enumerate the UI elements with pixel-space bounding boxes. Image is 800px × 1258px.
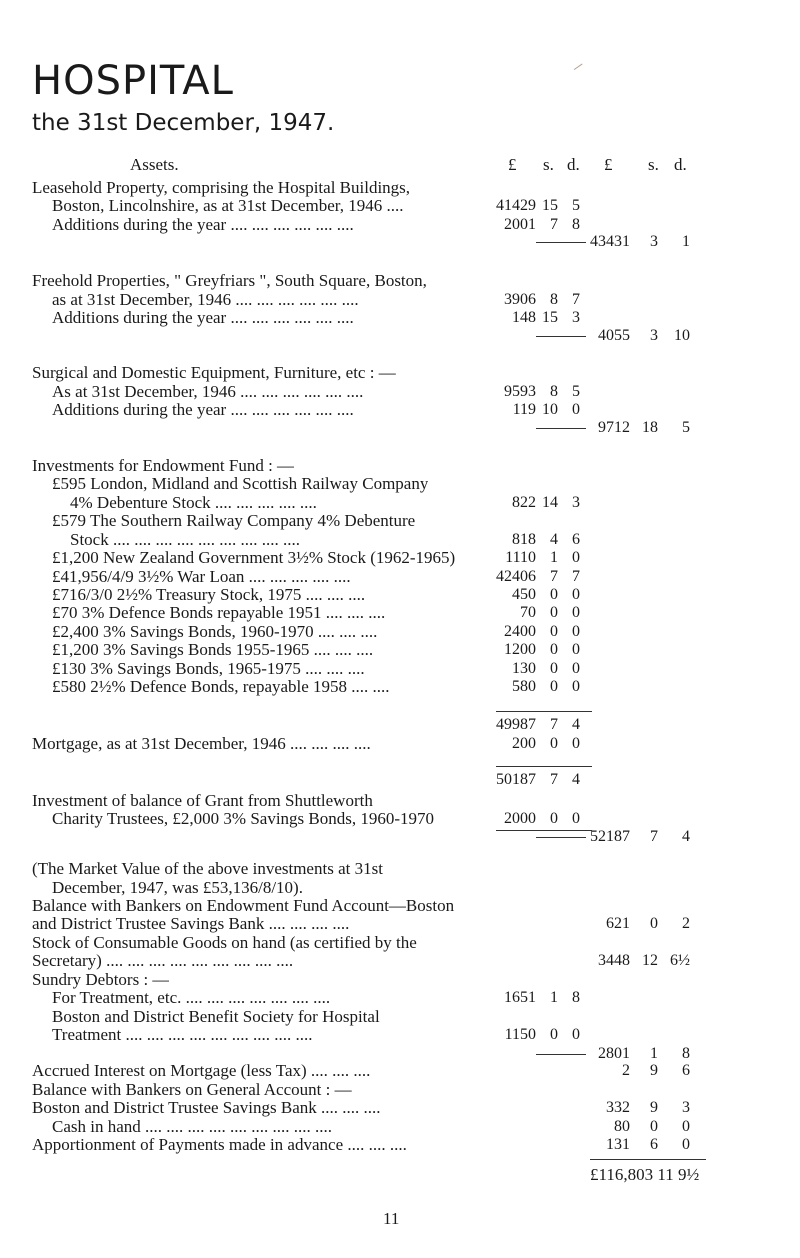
ledger-item-description: Balance with Bankers on Endowment Fund Account—Boston bbox=[32, 896, 455, 915]
ledger-item-description: Investments for Endowment Fund : — bbox=[32, 456, 295, 475]
total-shillings-amount: 3 bbox=[650, 233, 658, 250]
total-pounds-amount: 332 bbox=[606, 1099, 630, 1116]
pence-amount: 0 bbox=[572, 735, 580, 752]
ledger-item-description: As at 31st December, 1946 .... .... .... .... .... .... bbox=[52, 382, 364, 401]
total-pence-amount: 8 bbox=[682, 1045, 690, 1062]
pounds-amount: 1150 bbox=[504, 1026, 536, 1043]
pence-amount: 0 bbox=[572, 678, 580, 695]
pounds-column-header-2: £ bbox=[604, 155, 613, 174]
shillings-amount: 0 bbox=[550, 586, 558, 603]
total-pence-amount: 6½ bbox=[670, 952, 690, 969]
pounds-amount: 1110 bbox=[505, 549, 536, 566]
total-leader-line bbox=[536, 1054, 586, 1055]
ledger-item-description: Charity Trustees, £2,000 3% Savings Bonds, 1960-1970 bbox=[52, 809, 435, 828]
ledger-item-description: Surgical and Domestic Equipment, Furniture, etc : — bbox=[32, 363, 396, 382]
shillings-amount: 8 bbox=[550, 383, 558, 400]
pence-amount: 0 bbox=[572, 660, 580, 677]
total-pence-amount: 4 bbox=[682, 828, 690, 845]
assets-column-header: Assets. bbox=[130, 155, 179, 174]
shillings-amount: 0 bbox=[550, 604, 558, 621]
pounds-amount: 450 bbox=[512, 586, 536, 603]
shillings-column-header-1: s. bbox=[543, 155, 554, 174]
total-shillings-amount: 6 bbox=[650, 1136, 658, 1153]
ledger-item-description: Mortgage, as at 31st December, 1946 .... .... .... .... bbox=[32, 734, 371, 753]
ledger-item-description: £580 2½% Defence Bonds, repayable 1958 .... .... bbox=[52, 677, 390, 696]
pounds-amount: 70 bbox=[520, 604, 536, 621]
total-pounds-amount: 43431 bbox=[590, 233, 630, 250]
total-pence-amount: 5 bbox=[682, 419, 690, 436]
ledger-item-description: For Treatment, etc. .... .... .... .... .... .... .... bbox=[52, 988, 331, 1007]
pounds-amount: 3906 bbox=[504, 291, 536, 308]
ledger-item-description: Accrued Interest on Mortgage (less Tax) .... .... .... bbox=[32, 1061, 371, 1080]
ledger-item-description: Freehold Properties, " Greyfriars ", South Square, Boston, bbox=[32, 271, 427, 290]
ledger-item-description: £41,956/4/9 3½% War Loan .... .... .... .... .... bbox=[52, 567, 351, 586]
ledger-item-description: Additions during the year .... .... .... .... .... .... bbox=[52, 308, 354, 327]
pounds-amount: 822 bbox=[512, 494, 536, 511]
ledger-item-description: Investment of balance of Grant from Shuttleworth bbox=[32, 791, 373, 810]
shillings-amount: 0 bbox=[550, 641, 558, 658]
pence-amount: 0 bbox=[572, 604, 580, 621]
pounds-amount: 200 bbox=[512, 735, 536, 752]
pounds-amount: 41429 bbox=[496, 197, 536, 214]
shillings-amount: 4 bbox=[550, 531, 558, 548]
pence-amount: 8 bbox=[572, 216, 580, 233]
shillings-amount: 10 bbox=[542, 401, 558, 418]
total-pence-amount: 10 bbox=[674, 327, 690, 344]
ledger-item-description: Stock of Consumable Goods on hand (as certified by the bbox=[32, 933, 417, 952]
total-leader-line bbox=[536, 336, 586, 337]
total-pounds-amount: 80 bbox=[614, 1118, 630, 1135]
total-pounds-amount: 621 bbox=[606, 915, 630, 932]
ledger-item-description: £70 3% Defence Bonds repayable 1951 .... .... .... bbox=[52, 603, 386, 622]
ledger-item-description: 4% Debenture Stock .... .... .... .... .... bbox=[70, 493, 317, 512]
shillings-amount: 7 bbox=[550, 216, 558, 233]
pence-amount: 7 bbox=[572, 568, 580, 585]
total-pounds-amount: 4055 bbox=[598, 327, 630, 344]
pounds-amount: 130 bbox=[512, 660, 536, 677]
pence-amount: 0 bbox=[572, 586, 580, 603]
shillings-amount: 14 bbox=[542, 494, 558, 511]
pence-amount: 7 bbox=[572, 291, 580, 308]
ledger-item-description: Treatment .... .... .... .... .... .... .... .... .... bbox=[52, 1025, 313, 1044]
total-pence-amount: 1 bbox=[682, 233, 690, 250]
pence-amount: 0 bbox=[572, 641, 580, 658]
subtotal-rule bbox=[496, 711, 592, 712]
ledger-item-description: Cash in hand .... .... .... .... .... .... .... .... .... bbox=[52, 1117, 333, 1136]
pence-column-header-1: d. bbox=[567, 155, 580, 174]
total-shillings-amount: 9 bbox=[650, 1062, 658, 1079]
ledger-item-description: Additions during the year .... .... .... .... .... .... bbox=[52, 215, 354, 234]
pence-amount: 3 bbox=[572, 494, 580, 511]
shillings-amount: 15 bbox=[542, 197, 558, 214]
shillings-amount: 0 bbox=[550, 810, 558, 827]
pounds-amount: 9593 bbox=[504, 383, 536, 400]
ledger-item-description: Secretary) .... .... .... .... .... .... .... .... .... bbox=[32, 951, 294, 970]
shillings-amount: 1 bbox=[550, 549, 558, 566]
pounds-column-header-1: £ bbox=[508, 155, 517, 174]
total-pounds-amount: 9712 bbox=[598, 419, 630, 436]
total-shillings-amount: 7 bbox=[650, 828, 658, 845]
total-pence-amount: 0 bbox=[682, 1136, 690, 1153]
total-shillings-amount: 9 bbox=[650, 1099, 658, 1116]
shillings-amount: 8 bbox=[550, 291, 558, 308]
shillings-amount: 0 bbox=[550, 623, 558, 640]
shillings-amount: 7 bbox=[550, 568, 558, 585]
total-pounds-amount: 131 bbox=[606, 1136, 630, 1153]
total-shillings-amount: 18 bbox=[642, 419, 658, 436]
ledger-item-description: December, 1947, was £53,136/8/10). bbox=[52, 878, 303, 897]
subtotal-rule bbox=[496, 830, 592, 831]
pence-amount: 6 bbox=[572, 531, 580, 548]
shillings-amount: 0 bbox=[550, 1026, 558, 1043]
shillings-amount: 7 bbox=[550, 771, 558, 788]
pounds-amount: 1651 bbox=[504, 989, 536, 1006]
pounds-amount: 818 bbox=[512, 531, 536, 548]
total-leader-line bbox=[536, 837, 586, 838]
total-pence-amount: 0 bbox=[682, 1118, 690, 1135]
total-pounds-amount: 2 bbox=[622, 1062, 630, 1079]
total-shillings-amount: 0 bbox=[650, 1118, 658, 1135]
shillings-amount: 7 bbox=[550, 716, 558, 733]
grand-total-rule bbox=[590, 1159, 706, 1160]
pence-amount: 5 bbox=[572, 197, 580, 214]
pounds-amount: 42406 bbox=[496, 568, 536, 585]
pence-amount: 0 bbox=[572, 623, 580, 640]
pence-amount: 0 bbox=[572, 1026, 580, 1043]
shillings-amount: 0 bbox=[550, 678, 558, 695]
total-pounds-amount: 3448 bbox=[598, 952, 630, 969]
ledger-item-description: as at 31st December, 1946 .... .... .... .... .... .... bbox=[52, 290, 359, 309]
pounds-amount: 148 bbox=[512, 309, 536, 326]
pence-amount: 0 bbox=[572, 549, 580, 566]
total-pounds-amount: 2801 bbox=[598, 1045, 630, 1062]
ledger-item-description: £716/3/0 2½% Treasury Stock, 1975 .... .... .... bbox=[52, 585, 366, 604]
ledger-item-description: and District Trustee Savings Bank .... .... .... .... bbox=[32, 914, 350, 933]
shillings-amount: 0 bbox=[550, 735, 558, 752]
pence-amount: 4 bbox=[572, 716, 580, 733]
total-shillings-amount: 12 bbox=[642, 952, 658, 969]
ledger-item-description: (The Market Value of the above investments at 31st bbox=[32, 859, 383, 878]
shillings-column-header-2: s. bbox=[648, 155, 659, 174]
ledger-item-description: £1,200 3% Savings Bonds 1955-1965 .... .... .... bbox=[52, 640, 374, 659]
ledger-item-description: Stock .... .... .... .... .... .... .... .... .... bbox=[70, 530, 300, 549]
total-shillings-amount: 0 bbox=[650, 915, 658, 932]
ledger-item-description: Apportionment of Payments made in advance .... .... .... bbox=[32, 1135, 407, 1154]
pounds-amount: 580 bbox=[512, 678, 536, 695]
pence-amount: 5 bbox=[572, 383, 580, 400]
stray-ink-mark bbox=[574, 63, 584, 72]
subtotal-rule bbox=[496, 766, 592, 767]
page-heading: HOSPITAL bbox=[32, 58, 234, 104]
ledger-item-description: £130 3% Savings Bonds, 1965-1975 .... .... .... bbox=[52, 659, 365, 678]
total-pence-amount: 6 bbox=[682, 1062, 690, 1079]
pounds-amount: 2000 bbox=[504, 810, 536, 827]
page-subheading: the 31st December, 1947. bbox=[32, 110, 335, 136]
total-shillings-amount: 1 bbox=[650, 1045, 658, 1062]
ledger-item-description: £1,200 New Zealand Government 3½% Stock (1962-1965) bbox=[52, 548, 456, 567]
pence-amount: 0 bbox=[572, 401, 580, 418]
pence-amount: 3 bbox=[572, 309, 580, 326]
pence-amount: 0 bbox=[572, 810, 580, 827]
pounds-amount: 119 bbox=[512, 401, 536, 418]
pence-amount: 4 bbox=[572, 771, 580, 788]
shillings-amount: 0 bbox=[550, 660, 558, 677]
pounds-amount: 2400 bbox=[504, 623, 536, 640]
total-leader-line bbox=[536, 242, 586, 243]
shillings-amount: 1 bbox=[550, 989, 558, 1006]
ledger-item-description: Leasehold Property, comprising the Hospital Buildings, bbox=[32, 178, 411, 197]
pence-amount: 8 bbox=[572, 989, 580, 1006]
ledger-item-description: £579 The Southern Railway Company 4% Debenture bbox=[52, 511, 416, 530]
total-leader-line bbox=[536, 428, 586, 429]
pounds-amount: 1200 bbox=[504, 641, 536, 658]
total-pounds-amount: 52187 bbox=[590, 828, 630, 845]
ledger-item-description: Boston, Lincolnshire, as at 31st December, 1946 .... bbox=[52, 196, 404, 215]
shillings-amount: 15 bbox=[542, 309, 558, 326]
total-pence-amount: 3 bbox=[682, 1099, 690, 1116]
ledger-item-description: Boston and District Benefit Society for Hospital bbox=[52, 1007, 380, 1026]
ledger-item-description: Additions during the year .... .... .... .... .... .... bbox=[52, 400, 354, 419]
total-shillings-amount: 3 bbox=[650, 327, 658, 344]
page-number: 11 bbox=[383, 1209, 400, 1228]
pounds-amount: 2001 bbox=[504, 216, 536, 233]
ledger-item-description: £2,400 3% Savings Bonds, 1960-1970 .... .... .... bbox=[52, 622, 378, 641]
ledger-item-description: £595 London, Midland and Scottish Railway Company bbox=[52, 474, 429, 493]
pounds-amount: 49987 bbox=[496, 716, 536, 733]
pounds-amount: 50187 bbox=[496, 771, 536, 788]
pence-column-header-2: d. bbox=[674, 155, 687, 174]
ledger-item-description: Sundry Debtors : — bbox=[32, 970, 170, 989]
grand-total: £116,803 11 9½ bbox=[590, 1165, 700, 1184]
total-pence-amount: 2 bbox=[682, 915, 690, 932]
ledger-item-description: Balance with Bankers on General Account : — bbox=[32, 1080, 352, 1099]
ledger-item-description: Boston and District Trustee Savings Bank .... .... .... bbox=[32, 1098, 381, 1117]
